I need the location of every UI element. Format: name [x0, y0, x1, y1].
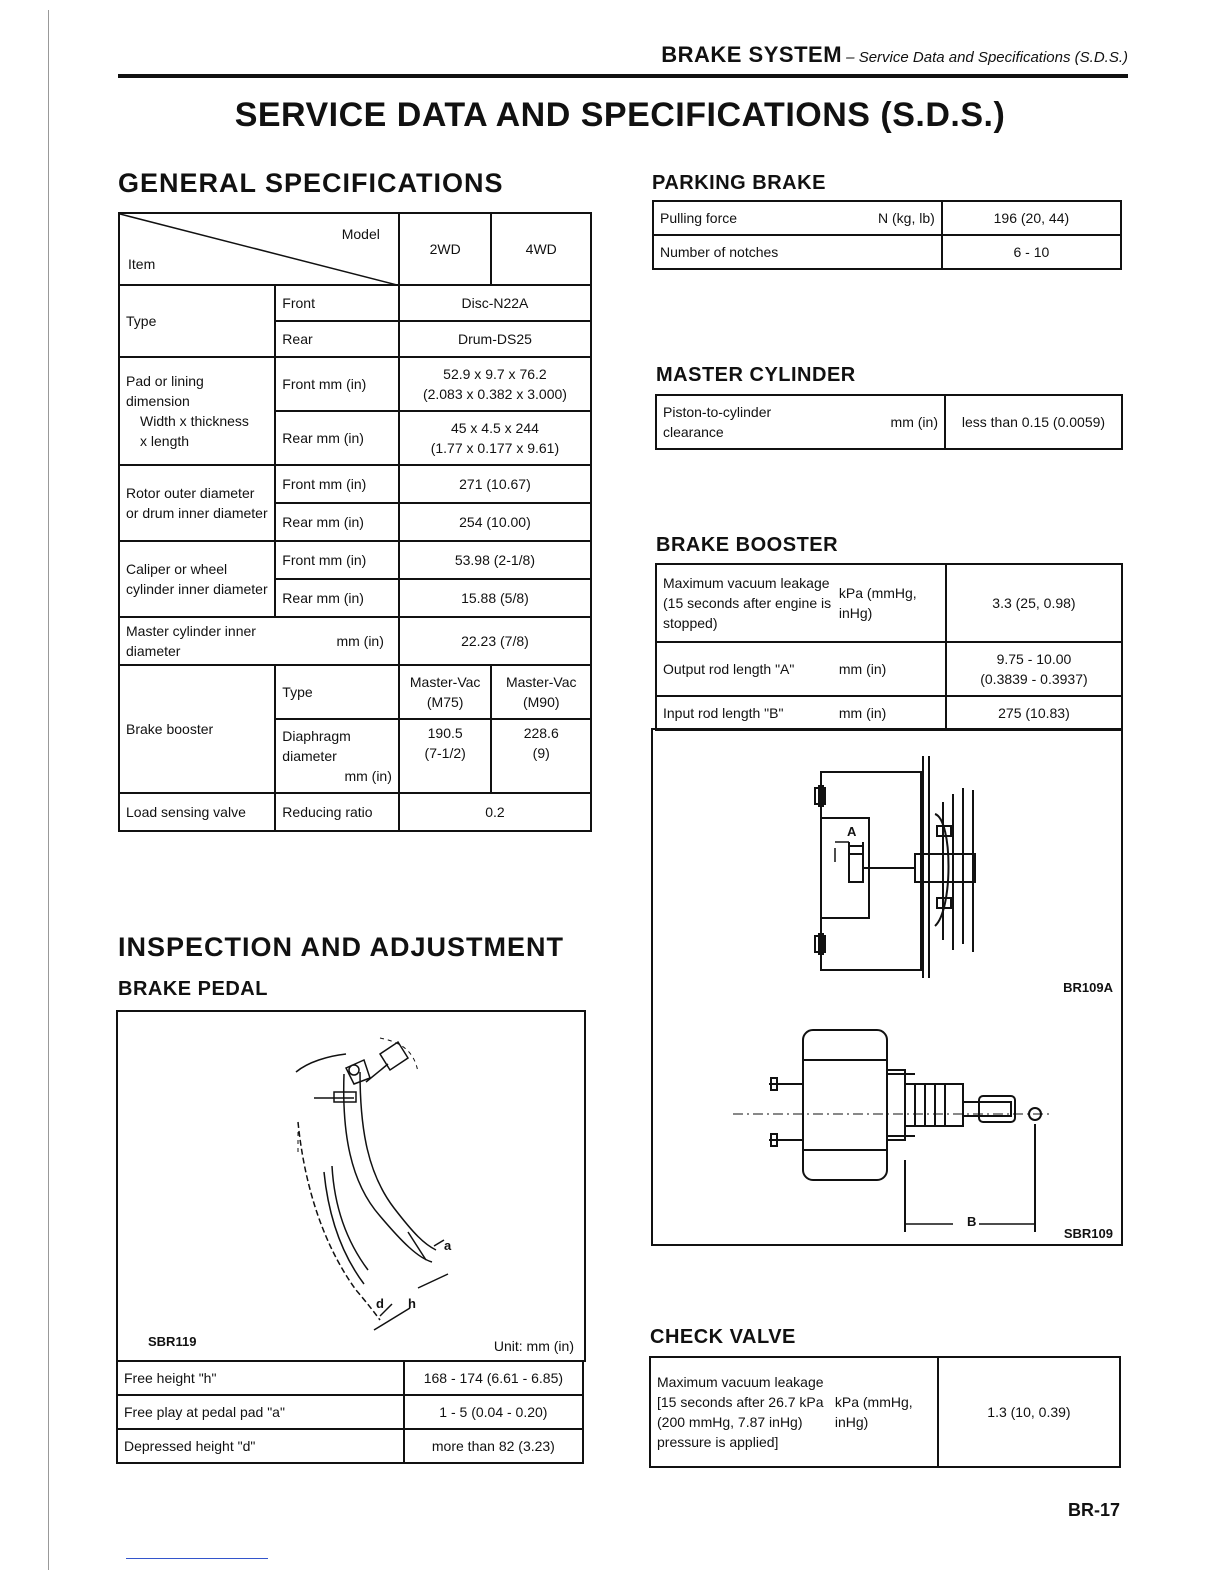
figure-id-sbr119: SBR119: [148, 1334, 197, 1349]
parking-r2-label: Number of notches: [653, 235, 942, 269]
diaphragm-4wd-a: 228.6: [523, 725, 559, 741]
label-d: d: [376, 1296, 384, 1311]
rotor-front: Front mm (in): [275, 465, 399, 503]
caliper-front: Front mm (in): [275, 541, 399, 579]
load-value: 0.2: [399, 793, 591, 831]
load-sub: Reducing ratio: [275, 793, 399, 831]
pad-sub2: x length: [140, 433, 190, 449]
caliper-rear: Rear mm (in): [275, 579, 399, 617]
bp-row3-value: more than 82 (3.23): [404, 1429, 583, 1463]
booster-heading: BRAKE BOOSTER: [656, 534, 839, 556]
bb-r2-value-1: 9.75 - 10.00: [996, 651, 1072, 667]
item-label: Item: [128, 256, 156, 272]
bb-r3-label: Input rod length "B": [663, 705, 784, 721]
mc-label-cell: [656, 395, 945, 449]
bb-r2-cell: [656, 642, 946, 696]
inspection-heading: INSPECTION AND ADJUSTMENT: [118, 932, 565, 962]
brake-pedal-table: [116, 1360, 584, 1464]
table-row: [656, 696, 1122, 730]
type-rear-value: Drum-DS25: [399, 321, 591, 357]
pedal-figure-frame: [116, 1010, 586, 1362]
bb-r1-label: Maximum vacuum leakage (15 seconds after engine is stopped): [663, 575, 832, 631]
bp-row2-label: Free play at pedal pad "a": [117, 1395, 404, 1429]
margin-line: [48, 10, 49, 1570]
table-row: [653, 235, 1121, 269]
pad-rear-value-2: (1.77 x 0.177 x 9.61): [430, 440, 560, 456]
footer-link-line: [126, 1558, 268, 1559]
general-specs-table: [118, 212, 592, 832]
label-b: B: [967, 1214, 977, 1229]
table-row: [119, 617, 591, 665]
figure-id-sbr109: SBR109: [1063, 1226, 1113, 1241]
parking-r1-unit: N (kg, lb): [878, 210, 935, 226]
table-row: [650, 1357, 1120, 1467]
caliper-rear-value: 15.88 (5/8): [399, 579, 591, 617]
master-cylinder-heading: MASTER CYLINDER: [656, 364, 856, 386]
table-row: [119, 665, 591, 719]
master-label-cell: [119, 617, 399, 665]
master-value: 22.23 (7/8): [399, 617, 591, 665]
bb-r3-value: 275 (10.83): [946, 696, 1122, 730]
booster-figure-frame: [651, 728, 1123, 1246]
mc-unit: mm (in): [890, 414, 938, 430]
load-label: Load sensing valve: [119, 793, 275, 831]
pad-sub1: Width x thickness: [140, 413, 249, 429]
diaphragm-2wd-b: (7-1/2): [424, 745, 466, 761]
page-number: BR-17: [1067, 1500, 1120, 1520]
cv-label-cell: [650, 1357, 938, 1467]
caliper-front-value: 53.98 (2-1/8): [399, 541, 591, 579]
cv-label: Maximum vacuum leakage [15 seconds after 26.7 kPa (200 mmHg, 7.87 inHg) pressure is applied]: [657, 1374, 824, 1450]
table-row: [117, 1361, 583, 1395]
model-item-cell: [119, 213, 399, 285]
label-a-pedal: a: [444, 1238, 452, 1253]
pad-rear-value-1: 45 x 4.5 x 244: [450, 420, 539, 436]
type-rear: Rear: [275, 321, 399, 357]
diaphragm-2wd-a: 190.5: [427, 725, 463, 741]
type-front-value: Disc-N22A: [399, 285, 591, 321]
header-dash: –: [842, 49, 859, 66]
pad-rear: Rear mm (in): [275, 411, 399, 465]
table-row: [119, 213, 591, 285]
bb-r2-label: Output rod length "A": [663, 661, 795, 677]
caliper-label: Caliper or wheel cylinder inner diameter: [119, 541, 275, 617]
booster-type-4wd: Master-Vac (M90): [491, 665, 591, 719]
pad-front-value-2: (2.083 x 0.382 x 3.000): [422, 386, 567, 402]
mc-label: Piston-to-cylinder clearance: [663, 404, 772, 440]
parking-heading: PARKING BRAKE: [652, 172, 826, 194]
model-label: Model: [341, 226, 380, 242]
table-row: [653, 201, 1121, 235]
bp-row2-value: 1 - 5 (0.04 - 0.20): [404, 1395, 583, 1429]
pad-label: Pad or lining dimension: [126, 373, 204, 409]
booster-illustration: [653, 730, 1121, 1244]
parking-r2-value: 6 - 10: [942, 235, 1121, 269]
diaphragm-4wd: [491, 719, 591, 793]
diaphragm-4wd-b: (9): [532, 745, 550, 761]
page-title: SERVICE DATA AND SPECIFICATIONS (S.D.S.): [234, 96, 1006, 134]
brake-pedal-heading: BRAKE PEDAL: [118, 978, 268, 1000]
table-row: [117, 1429, 583, 1463]
bb-r2-value: [946, 642, 1122, 696]
header-subtitle: Service Data and Specifications (S.D.S.): [858, 49, 1128, 66]
pad-front-value-1: 52.9 x 9.7 x 76.2: [443, 366, 547, 382]
figure-id-br109a: BR109A: [1063, 980, 1113, 995]
rotor-rear: Rear mm (in): [275, 503, 399, 541]
master-cylinder-table: [655, 394, 1123, 450]
master-unit: mm (in): [336, 633, 384, 649]
diaphragm-label: Diaphragm diameter: [282, 728, 351, 764]
rotor-label: Rotor outer diameter or drum inner diameter: [119, 465, 275, 541]
diaphragm-2wd: [399, 719, 492, 793]
booster-type: Type: [275, 665, 399, 719]
header-system: BRAKE SYSTEM: [661, 42, 843, 67]
booster-table: [655, 563, 1123, 731]
cv-value: 1.3 (10, 0.39): [938, 1357, 1120, 1467]
table-row: [656, 395, 1122, 449]
bb-r1-cell: [656, 564, 946, 642]
bb-r2-unit: mm (in): [838, 661, 887, 677]
general-heading: GENERAL SPECIFICATIONS: [118, 168, 504, 198]
parking-r1-label: Pulling force: [660, 210, 738, 226]
bb-r2-value-2: (0.3839 - 0.3937): [980, 671, 1088, 687]
label-a: A: [847, 824, 857, 839]
booster-type-2wd: Master-Vac (M75): [399, 665, 492, 719]
pad-front: Front mm (in): [275, 357, 399, 411]
mc-value: less than 0.15 (0.0059): [945, 395, 1122, 449]
bp-row1-value: 168 - 174 (6.61 - 6.85): [404, 1361, 583, 1395]
parking-table: [652, 200, 1122, 270]
rotor-front-value: 271 (10.67): [399, 465, 591, 503]
table-row: [119, 793, 591, 831]
parking-r1-cell: [653, 201, 942, 235]
check-valve-heading: CHECK VALVE: [650, 1326, 796, 1348]
bb-r3-cell: [656, 696, 946, 730]
table-row: [656, 564, 1122, 642]
pad-label-cell: [119, 357, 275, 465]
bp-row3-label: Depressed height "d": [117, 1429, 404, 1463]
table-row: [119, 357, 591, 411]
label-h: h: [408, 1296, 416, 1311]
rotor-rear-value: 254 (10.00): [399, 503, 591, 541]
check-valve-table: [649, 1356, 1121, 1468]
unit-note: Unit: mm (in): [493, 1338, 574, 1354]
pad-front-value: [399, 357, 591, 411]
running-header: [520, 42, 1128, 68]
table-row: [119, 285, 591, 321]
table-row: [119, 541, 591, 579]
booster-label: Brake booster: [119, 665, 275, 793]
bp-row1-label: Free height "h": [117, 1361, 404, 1395]
type-front: Front: [275, 285, 399, 321]
col-2wd: 2WD: [399, 213, 492, 285]
diaphragm-unit: mm (in): [344, 768, 392, 784]
pedal-illustration: [118, 1012, 584, 1360]
table-row: [117, 1395, 583, 1429]
diaphragm-cell: [275, 719, 399, 793]
header-rule: [118, 74, 1128, 78]
table-row: [119, 465, 591, 503]
col-4wd: 4WD: [491, 213, 591, 285]
parking-r1-value: 196 (20, 44): [942, 201, 1121, 235]
bb-r1-unit: kPa (mmHg, inHg): [838, 585, 917, 621]
pad-rear-value: [399, 411, 591, 465]
type-label: Type: [119, 285, 275, 357]
master-label: Master cylinder inner diameter: [126, 623, 256, 659]
bb-r1-value: 3.3 (25, 0.98): [946, 564, 1122, 642]
table-row: [656, 642, 1122, 696]
cv-unit: kPa (mmHg, inHg): [834, 1394, 913, 1430]
bb-r3-unit: mm (in): [838, 705, 887, 721]
